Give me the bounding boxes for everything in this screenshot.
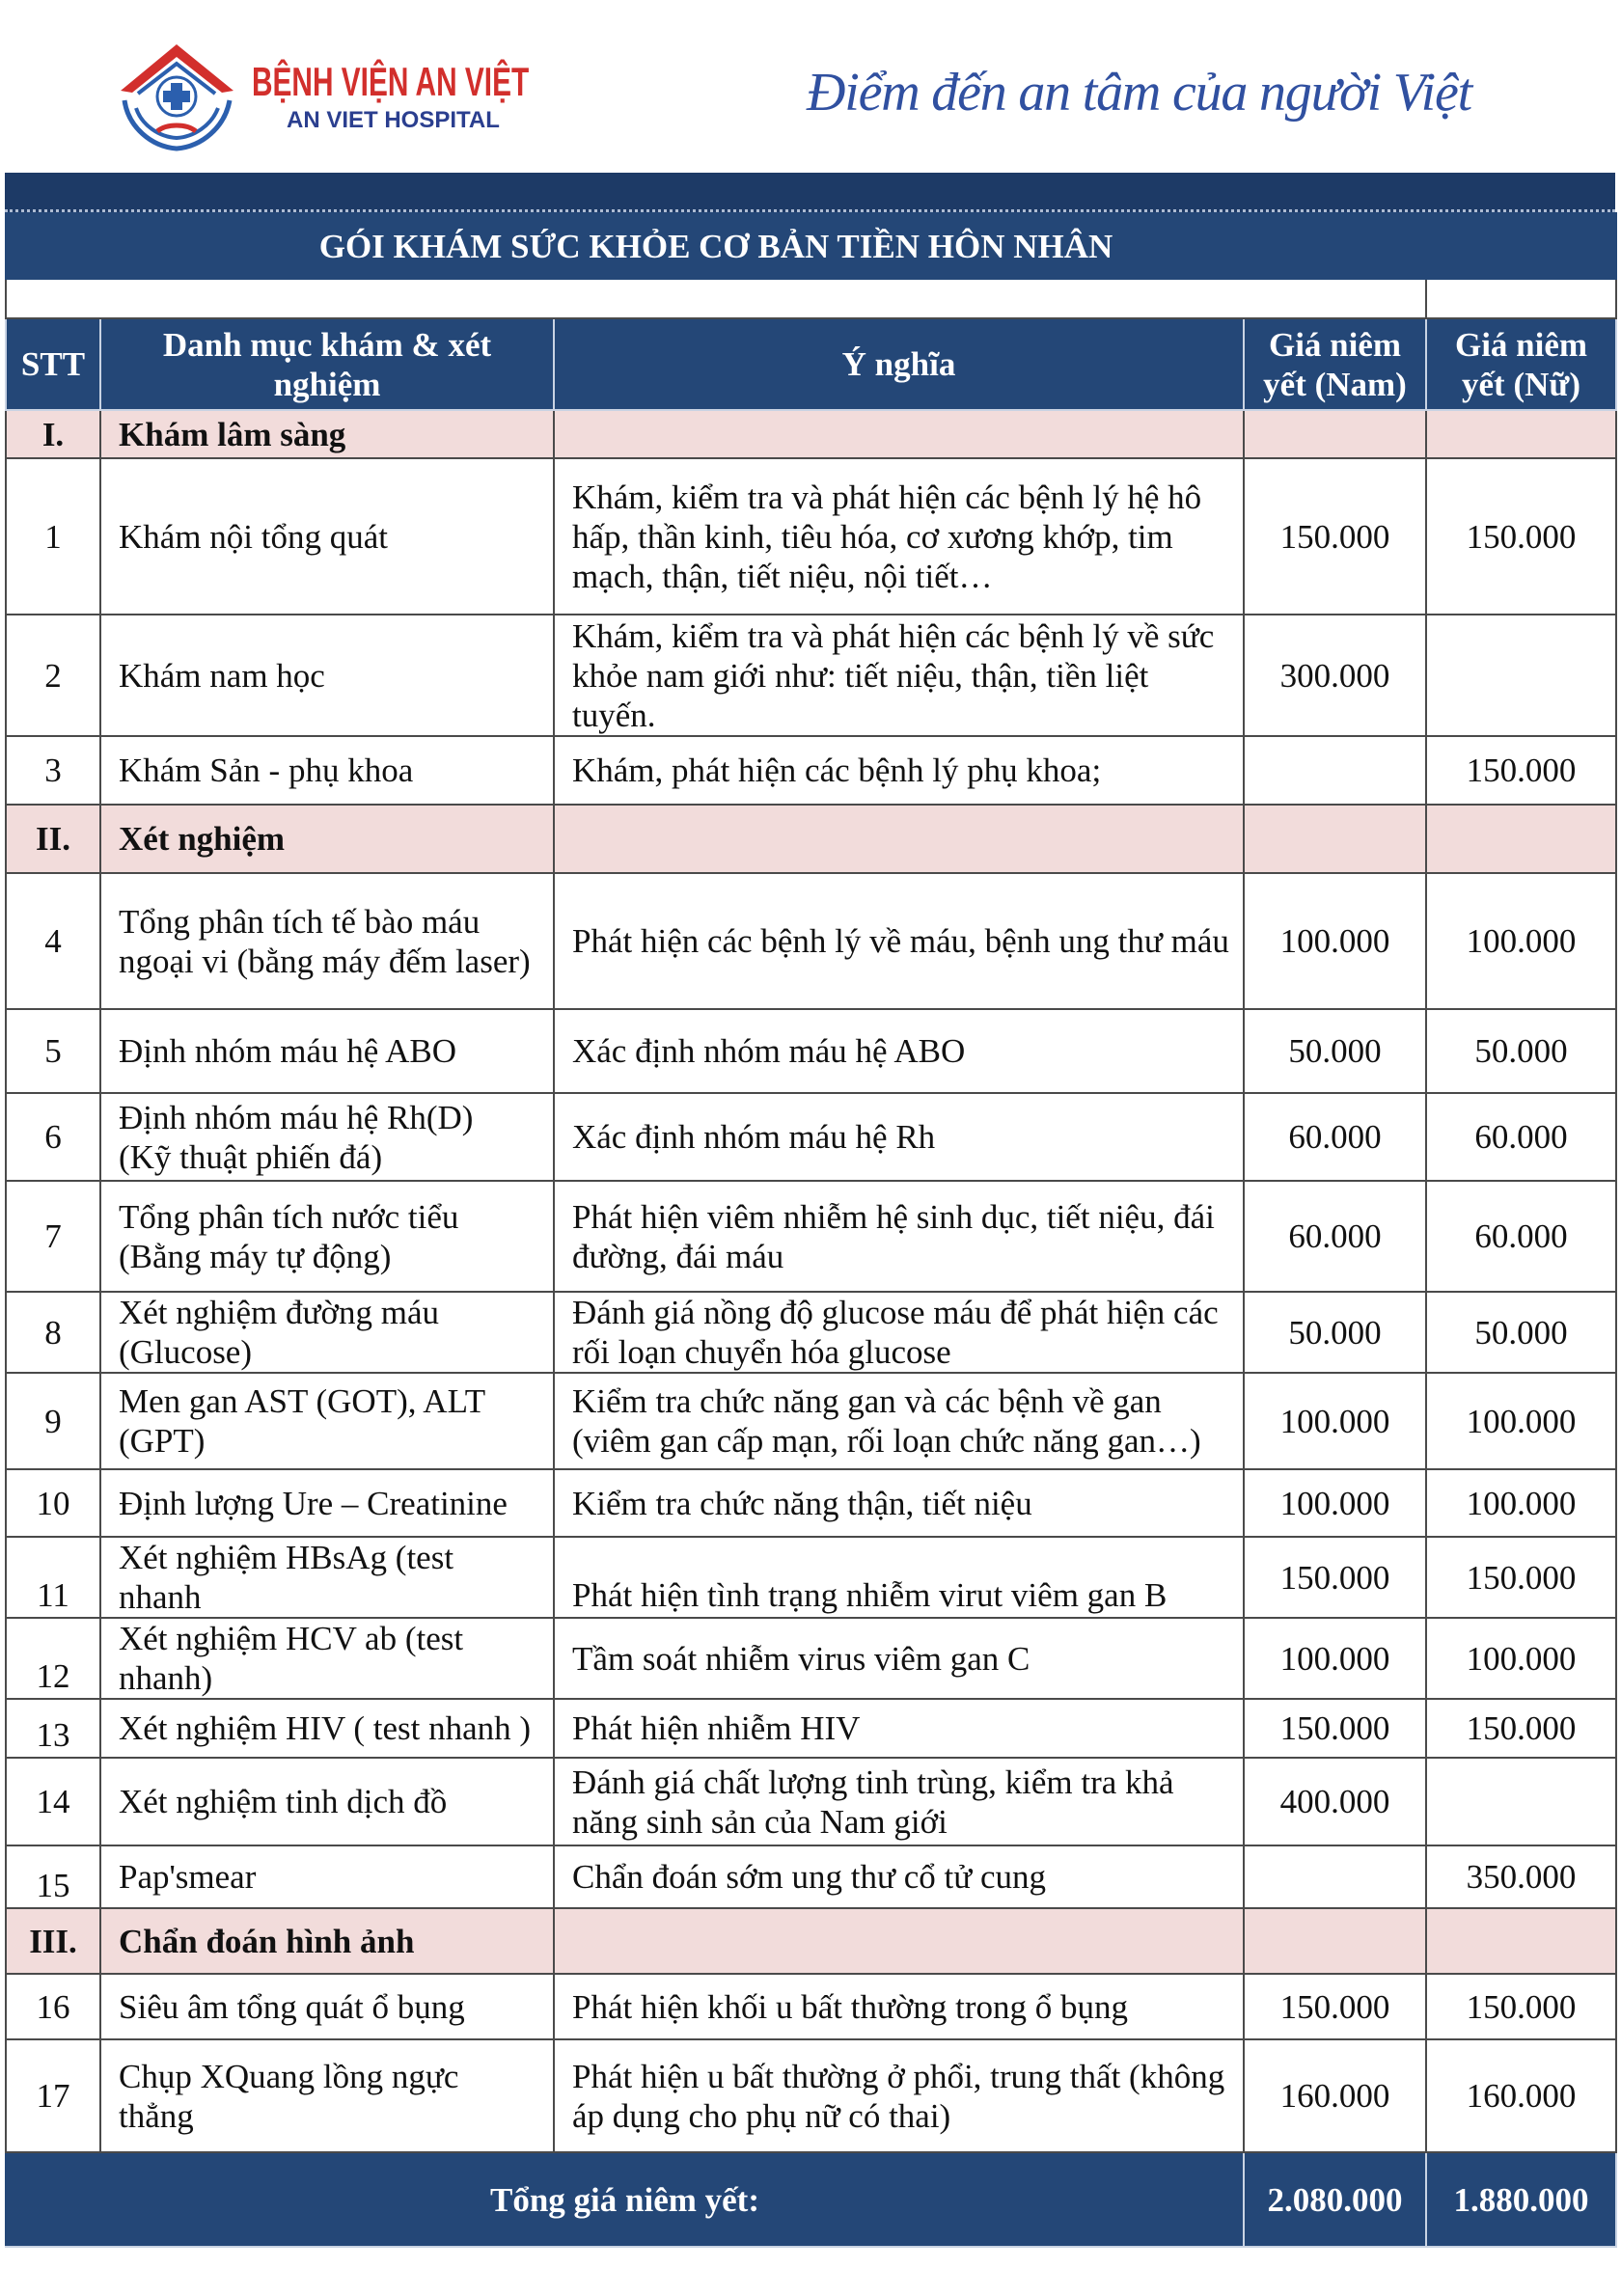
spacer-row [6, 279, 1616, 318]
item-name: Tổng phân tích tế bào máu ngoại vi (bằng máy đếm laser) [100, 873, 554, 1009]
item-price-female: 100.000 [1426, 1469, 1616, 1537]
item-price-male: 100.000 [1244, 1469, 1426, 1537]
table-body [6, 410, 1616, 2152]
section-number: I. [6, 410, 100, 458]
item-name: Chụp XQuang lồng ngực thẳng [100, 2039, 554, 2152]
item-meaning: Phát hiện nhiễm HIV [554, 1699, 1244, 1758]
item-price-female: 150.000 [1426, 458, 1616, 615]
table-row [6, 1699, 1616, 1758]
section-price-female-cell [1426, 1908, 1616, 1974]
item-price-male: 50.000 [1244, 1292, 1426, 1373]
item-meaning: Kiểm tra chức năng thận, tiết niệu [554, 1469, 1244, 1537]
spacer-cell [6, 279, 1426, 318]
item-price-female: 350.000 [1426, 1845, 1616, 1908]
item-price-male [1244, 1845, 1426, 1908]
item-price-female [1426, 1758, 1616, 1845]
price-table [5, 212, 1617, 2248]
table-row [6, 1093, 1616, 1181]
item-price-female: 150.000 [1426, 736, 1616, 805]
item-number: 9 [6, 1373, 100, 1469]
section-price-male-cell [1244, 805, 1426, 873]
table-row [6, 615, 1616, 736]
item-name: Định nhóm máu hệ Rh(D) (Kỹ thuật phiến đá) [100, 1093, 554, 1181]
item-name: Xét nghiệm đường máu (Glucose) [100, 1292, 554, 1373]
item-meaning: Xác định nhóm máu hệ ABO [554, 1009, 1244, 1093]
item-meaning: Phát hiện tình trạng nhiễm virut viêm gan B [554, 1537, 1244, 1618]
item-price-female: 100.000 [1426, 873, 1616, 1009]
item-meaning: Khám, kiểm tra và phát hiện các bệnh lý hệ hô hấp, thần kinh, tiêu hóa, cơ xương khớp, tim mạch, thận, tiết niệu, nội tiết… [554, 458, 1244, 615]
column-header-stt: STT [6, 318, 100, 410]
item-name: Khám nội tổng quát [100, 458, 554, 615]
item-number: 14 [6, 1758, 100, 1845]
item-meaning: Khám, kiểm tra và phát hiện các bệnh lý về sức khỏe nam giới như: tiết niệu, thận, tiền liệt tuyến. [554, 615, 1244, 736]
item-meaning: Đánh giá chất lượng tinh trùng, kiểm tra khả năng sinh sản của Nam giới [554, 1758, 1244, 1845]
section-number: II. [6, 805, 100, 873]
item-price-female: 100.000 [1426, 1618, 1616, 1699]
logo-cross-horizontal [163, 91, 190, 102]
slogan: Điểm đến an tâm của người Việt [807, 63, 1472, 123]
item-price-male: 160.000 [1244, 2039, 1426, 2152]
table-row [6, 1537, 1616, 1618]
item-price-female: 60.000 [1426, 1093, 1616, 1181]
item-number: 16 [6, 1974, 100, 2039]
item-price-male: 100.000 [1244, 1373, 1426, 1469]
table-title: GÓI KHÁM SỨC KHỎE CƠ BẢN TIỀN HÔN NHÂN [6, 213, 1426, 279]
hospital-name-english: AN VIET HOSPITAL [287, 107, 500, 133]
item-price-male: 100.000 [1244, 1618, 1426, 1699]
item-meaning: Khám, phát hiện các bệnh lý phụ khoa; [554, 736, 1244, 805]
total-label: Tổng giá niêm yết: [6, 2152, 1244, 2247]
section-title: Chẩn đoán hình ảnh [100, 1908, 554, 1974]
item-price-female [1426, 615, 1616, 736]
table-row [6, 873, 1616, 1009]
item-name: Siêu âm tổng quát ổ bụng [100, 1974, 554, 2039]
item-number: 12 [6, 1618, 100, 1699]
item-meaning: Phát hiện u bất thường ở phổi, trung thất (không áp dụng cho phụ nữ có thai) [554, 2039, 1244, 2152]
item-name: Pap'smear [100, 1845, 554, 1908]
item-name: Xét nghiệm HCV ab (test nhanh) [100, 1618, 554, 1699]
section-row [6, 410, 1616, 458]
section-meaning-cell [554, 410, 1244, 458]
item-meaning: Tầm soát nhiễm virus viêm gan C [554, 1618, 1244, 1699]
item-price-female: 150.000 [1426, 1699, 1616, 1758]
item-price-male [1244, 736, 1426, 805]
item-number: 2 [6, 615, 100, 736]
table-row [6, 1373, 1616, 1469]
item-meaning: Phát hiện khối u bất thường trong ổ bụng [554, 1974, 1244, 2039]
item-meaning: Đánh giá nồng độ glucose máu để phát hiện các rối loạn chuyển hóa glucose [554, 1292, 1244, 1373]
item-name: Khám Sản - phụ khoa [100, 736, 554, 805]
table-row [6, 1758, 1616, 1845]
total-row [6, 2152, 1616, 2247]
column-header-price-female: Giá niêm yết (Nữ) [1426, 318, 1616, 410]
item-meaning: Xác định nhóm máu hệ Rh [554, 1093, 1244, 1181]
section-price-male-cell [1244, 1908, 1426, 1974]
item-price-female: 160.000 [1426, 2039, 1616, 2152]
item-number: 7 [6, 1181, 100, 1292]
item-price-male: 60.000 [1244, 1181, 1426, 1292]
item-name: Men gan AST (GOT), ALT (GPT) [100, 1373, 554, 1469]
item-number: 5 [6, 1009, 100, 1093]
item-price-male: 150.000 [1244, 1974, 1426, 2039]
header-band [5, 173, 1615, 212]
item-number: 8 [6, 1292, 100, 1373]
item-price-male: 150.000 [1244, 1699, 1426, 1758]
item-price-male: 150.000 [1244, 458, 1426, 615]
item-price-male: 100.000 [1244, 873, 1426, 1009]
item-meaning: Chẩn đoán sớm ung thư cổ tử cung [554, 1845, 1244, 1908]
item-name: Tổng phân tích nước tiểu (Bằng máy tự động) [100, 1181, 554, 1292]
item-number: 15 [6, 1845, 100, 1908]
section-price-male-cell [1244, 410, 1426, 458]
item-price-male: 400.000 [1244, 1758, 1426, 1845]
section-price-female-cell [1426, 805, 1616, 873]
item-meaning: Phát hiện viêm nhiễm hệ sinh dục, tiết niệu, đái đường, đái máu [554, 1181, 1244, 1292]
table-row [6, 736, 1616, 805]
hospital-name: BỆNH VIỆN AN VIỆT [252, 59, 530, 104]
item-name: Khám nam học [100, 615, 554, 736]
item-number: 3 [6, 736, 100, 805]
item-name: Xét nghiệm tinh dịch đồ [100, 1758, 554, 1845]
item-price-female: 50.000 [1426, 1009, 1616, 1093]
table-row [6, 2039, 1616, 2152]
table-row [6, 1009, 1616, 1093]
item-number: 17 [6, 2039, 100, 2152]
total-price-male: 2.080.000 [1244, 2152, 1426, 2247]
item-name: Xét nghiệm HIV ( test nhanh ) [100, 1699, 554, 1758]
item-number: 6 [6, 1093, 100, 1181]
item-price-female: 60.000 [1426, 1181, 1616, 1292]
column-header-meaning: Ý nghĩa [554, 318, 1244, 410]
item-number: 1 [6, 458, 100, 615]
table-row [6, 1292, 1616, 1373]
item-price-female: 100.000 [1426, 1373, 1616, 1469]
item-price-male: 50.000 [1244, 1009, 1426, 1093]
item-name: Định nhóm máu hệ ABO [100, 1009, 554, 1093]
section-meaning-cell [554, 805, 1244, 873]
table-row [6, 458, 1616, 615]
section-row [6, 805, 1616, 873]
spacer-side-cell [1426, 279, 1616, 318]
item-price-female: 150.000 [1426, 1537, 1616, 1618]
section-title: Xét nghiệm [100, 805, 554, 873]
table-row [6, 1469, 1616, 1537]
section-number: III. [6, 1908, 100, 1974]
table-row [6, 1974, 1616, 2039]
item-meaning: Phát hiện các bệnh lý về máu, bệnh ung thư máu [554, 873, 1244, 1009]
item-price-male: 150.000 [1244, 1537, 1426, 1618]
item-name: Xét nghiệm HBsAg (test nhanh [100, 1537, 554, 1618]
item-price-female: 150.000 [1426, 1974, 1616, 2039]
section-meaning-cell [554, 1908, 1244, 1974]
item-price-male: 60.000 [1244, 1093, 1426, 1181]
total-price-female: 1.880.000 [1426, 2152, 1616, 2247]
section-price-female-cell [1426, 410, 1616, 458]
item-number: 11 [6, 1537, 100, 1618]
item-price-female: 50.000 [1426, 1292, 1616, 1373]
section-row [6, 1908, 1616, 1974]
item-number: 10 [6, 1469, 100, 1537]
column-header-row [6, 318, 1616, 410]
table-row [6, 1181, 1616, 1292]
table-row [6, 1845, 1616, 1908]
table-title-row [6, 213, 1616, 279]
table-row [6, 1618, 1616, 1699]
logo-heart-swoosh [157, 125, 196, 131]
column-header-price-male: Giá niêm yết (Nam) [1244, 318, 1426, 410]
hospital-logo-icon [117, 39, 237, 156]
column-header-item: Danh mục khám & xét nghiệm [100, 318, 554, 410]
item-price-male: 300.000 [1244, 615, 1426, 736]
section-title: Khám lâm sàng [100, 410, 554, 458]
item-meaning: Kiểm tra chức năng gan và các bệnh về gan (viêm gan cấp mạn, rối loạn chức năng gan…) [554, 1373, 1244, 1469]
item-number: 13 [6, 1699, 100, 1758]
item-name: Định lượng Ure – Creatinine [100, 1469, 554, 1537]
item-number: 4 [6, 873, 100, 1009]
table-title-side-cell [1426, 213, 1616, 279]
